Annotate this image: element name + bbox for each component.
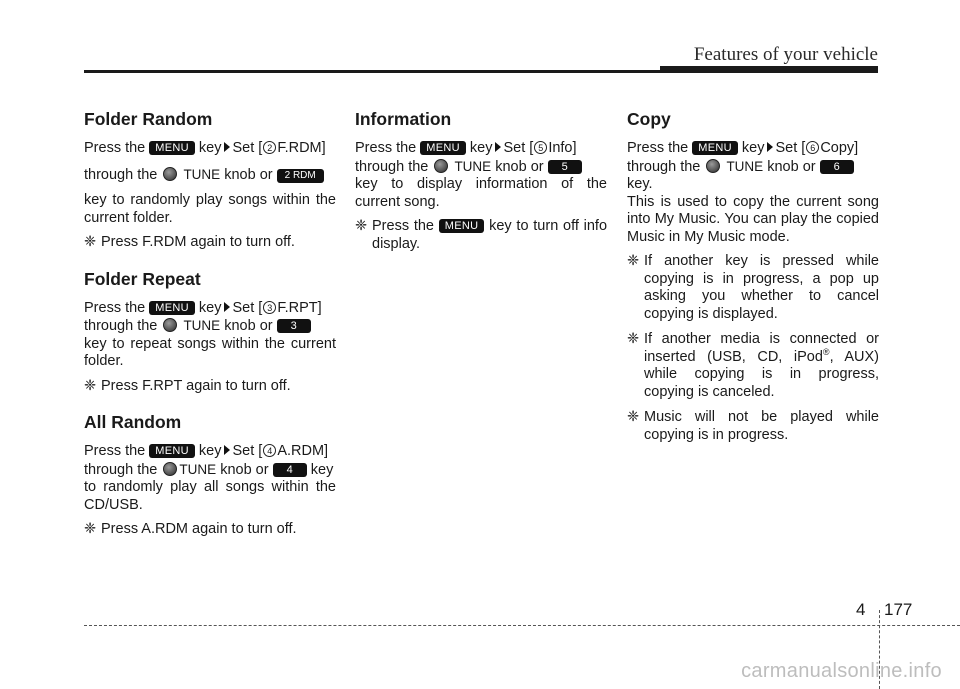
menu-key-icon: MENU xyxy=(692,141,738,155)
note-mark-icon: ❈ xyxy=(627,409,640,425)
note: ❈ If another key is pressed while copying is in progress, a pop up asking you whether to cancel copying is displayed. xyxy=(627,253,879,322)
arrow-right-icon xyxy=(224,445,230,455)
arrow-right-icon xyxy=(224,142,230,152)
tune-knob-icon xyxy=(706,159,720,173)
number-key-icon: 3 xyxy=(277,319,311,333)
note: ❈ If another media is connected or inserted (USB, CD, iPod®, AUX) while copying is in progress, copying is canceled. xyxy=(627,331,879,400)
section-header-title: Features of your vehicle xyxy=(693,44,878,65)
number-4-icon: 4 xyxy=(263,444,276,457)
chapter-number: 4 xyxy=(856,600,866,619)
paragraph: through the TUNE knob or 5 xyxy=(355,158,607,177)
number-2-icon: 2 xyxy=(263,141,276,154)
number-3-icon: 3 xyxy=(263,301,276,314)
note: ❈ Press F.RDM again to turn off. xyxy=(84,234,295,250)
note-mark-icon: ❈ xyxy=(355,218,368,234)
paragraph: Press the MENU key Set [ 5 Info] xyxy=(355,140,577,156)
paragraph: This is used to copy the current song into My Music. You can play the copied Music in My Music mode. xyxy=(627,193,879,245)
note-mark-icon: ❈ xyxy=(84,521,97,537)
heading-information: Information xyxy=(355,109,452,129)
number-key-icon: 4 xyxy=(273,463,307,477)
arrow-right-icon xyxy=(224,302,230,312)
section-information xyxy=(355,108,607,253)
menu-key-icon: MENU xyxy=(420,141,466,155)
tune-knob-icon xyxy=(163,167,177,181)
paragraph: through the TUNE knob or 6 xyxy=(627,158,879,177)
menu-key-icon: MENU xyxy=(149,301,195,315)
note: ❈ Music will not be played while copying is in progress. xyxy=(627,409,879,443)
menu-key-icon: MENU xyxy=(439,219,485,233)
section-copy xyxy=(627,108,879,444)
paragraph: through the TUNE knob or 4 key xyxy=(84,461,334,478)
note-mark-icon: ❈ xyxy=(84,234,97,250)
paragraph: to randomly play all songs within the CD/USB. xyxy=(84,479,336,513)
number-key-icon: 5 xyxy=(548,160,582,174)
note: ❈ Press A.RDM again to turn off. xyxy=(84,521,297,537)
arrow-right-icon xyxy=(495,142,501,152)
paragraph: through the TUNE knob or 2 RDM xyxy=(84,166,336,185)
number-key-icon: 6 xyxy=(820,160,854,174)
menu-key-icon: MENU xyxy=(149,444,195,458)
footer-rule xyxy=(84,625,960,626)
column-middle xyxy=(355,108,607,261)
heading-folder-repeat: Folder Repeat xyxy=(84,268,201,289)
column-right xyxy=(627,108,879,452)
paragraph: Press the MENU key Set [ 6 Copy] xyxy=(627,140,859,156)
section-folder-random xyxy=(84,108,336,252)
heading-copy: Copy xyxy=(627,109,671,129)
paragraph: key to randomly play songs within the current folder. xyxy=(84,192,336,226)
rdm-key-icon: 2 RDM xyxy=(277,169,324,183)
note-mark-icon: ❈ xyxy=(627,331,640,347)
menu-key-icon: MENU xyxy=(149,141,195,155)
heading-all-random: All Random xyxy=(84,412,182,432)
number-5-icon: 5 xyxy=(534,141,547,154)
paragraph: Press the MENU key Set [ 4 A.RDM] xyxy=(84,443,329,459)
paragraph: key. xyxy=(627,176,653,192)
paragraph: Press the MENU key Set [ 2 F.RDM] xyxy=(84,140,326,156)
header-rule-thick xyxy=(660,66,878,73)
note: ❈ Press F.RPT again to turn off. xyxy=(84,377,291,394)
arrow-right-icon xyxy=(767,142,773,152)
tune-knob-icon xyxy=(163,462,177,476)
watermark: carmanualsonline.info xyxy=(741,660,942,682)
tune-knob-icon xyxy=(434,159,448,173)
note-mark-icon: ❈ xyxy=(627,253,640,269)
paragraph: Press the MENU key Set [ 3 F.RPT] xyxy=(84,299,322,316)
section-folder-repeat xyxy=(84,268,336,396)
paragraph: key to display information of the current song. xyxy=(355,176,607,210)
note: ❈ Press the MENU key to turn off info display. xyxy=(355,218,608,252)
tune-knob-icon xyxy=(163,318,177,332)
section-all-random xyxy=(84,411,336,539)
page-number: 177 xyxy=(884,600,913,619)
heading-folder-random: Folder Random xyxy=(84,109,213,129)
column-left xyxy=(84,108,336,547)
note-mark-icon: ❈ xyxy=(84,377,97,394)
paragraph: key to repeat songs within the current folder. xyxy=(84,335,336,369)
number-6-icon: 6 xyxy=(806,141,819,154)
paragraph: through the TUNE knob or 3 xyxy=(84,317,336,336)
